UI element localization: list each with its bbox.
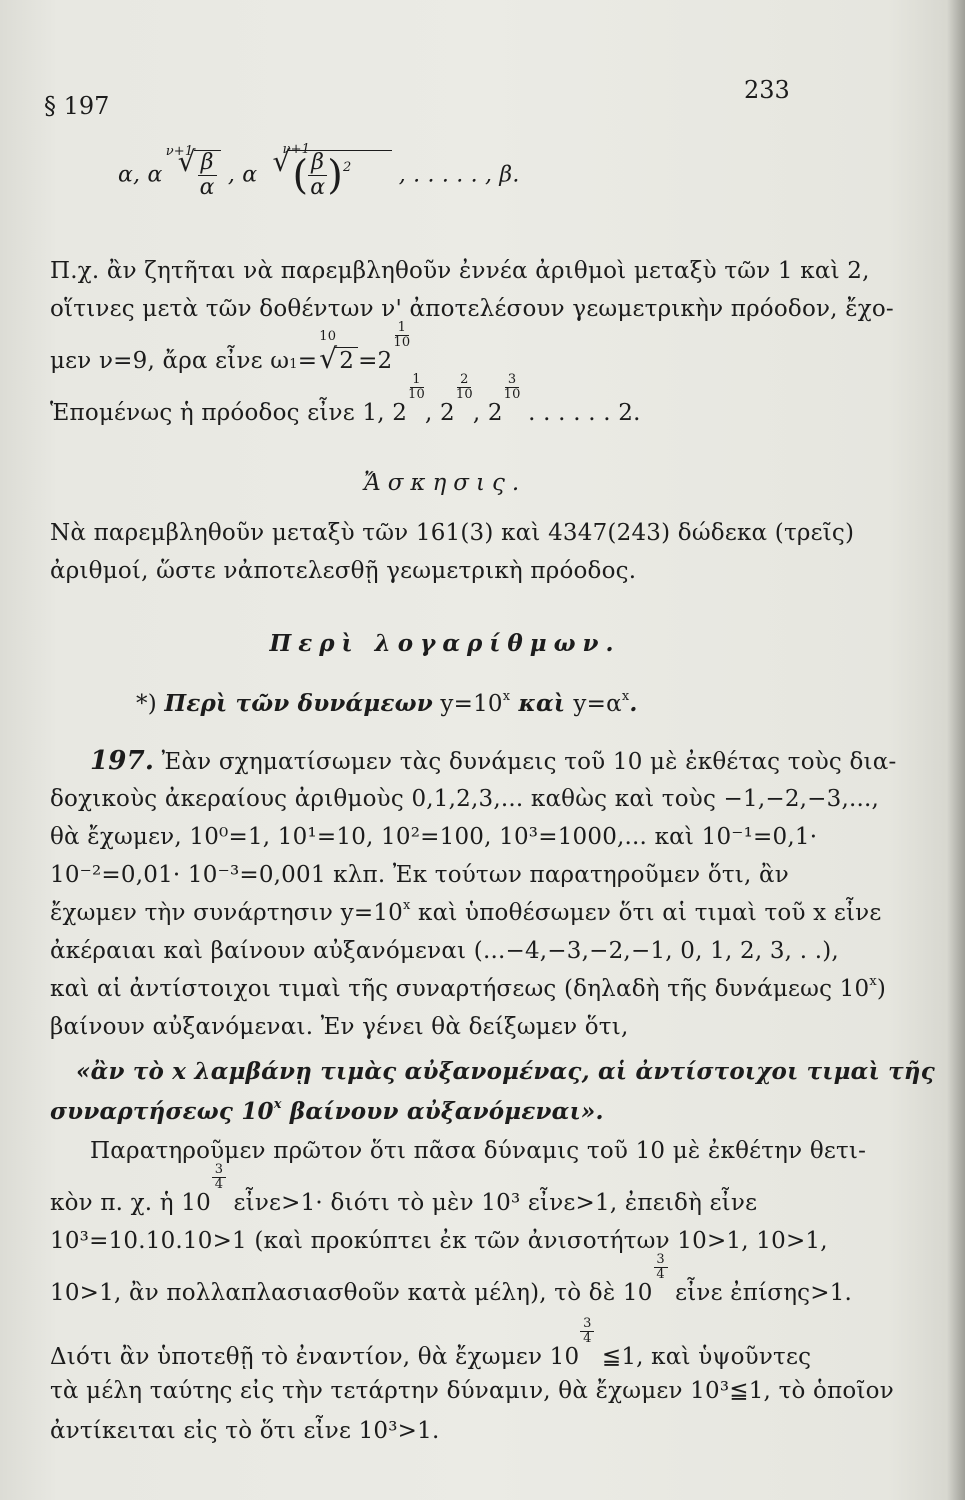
page-number: 233 bbox=[744, 76, 790, 104]
exercise-line-1: Νὰ παρεμβληθοῦν μεταξὺ τῶν 161(3) καὶ 4347(243) δώδεκα (τρεῖς) bbox=[50, 520, 855, 546]
proof-line-5: Διότι ἂν ὑποτεθῇ τὸ ἐναντίον, θὰ ἔχωμεν 10 $\frac{3}{4}$ ≦1, καὶ ὑψοῦντες bbox=[50, 1316, 812, 1370]
paragraph-197-line-5: ἔχωμεν τὴν συνάρτησιν $y=10^x$ καὶ ὑποθέσωμεν ὅτι αἱ τιμαὶ τοῦ x εἶνε bbox=[50, 898, 882, 926]
exercise-line-2: ἀριθμοί, ὥστε νἀποτελεσθῇ γεωμετρικὴ πρόοδος. bbox=[50, 558, 637, 584]
root-2: ν+1 √ ( $\frac{\beta}{\alpha}$ )$^2$ bbox=[286, 150, 391, 200]
page-edge-shadow bbox=[947, 0, 965, 1500]
proof-line-1: Παρατηροῦμεν πρῶτον ὅτι πᾶσα δύναμις τοῦ 10 μὲ ἐκθέτην θετι- bbox=[90, 1138, 867, 1164]
logarithms-heading: Περὶ λογαρίθμων. bbox=[269, 630, 621, 657]
text-line-3: μεν ν=9, ἄρα εἶνε ω1= 10 √ 2 =2 $\frac{1}{10}$ bbox=[50, 344, 840, 374]
text-line-2: οἵτινες μετὰ τῶν δοθέντων ν' ἀποτελέσουν γεωμετρικὴν πρόοδον, ἔχο- bbox=[50, 296, 894, 322]
paragraph-197-line-7: καὶ αἱ ἀντίστοιχοι τιμαὶ τῆς συναρτήσεως (δηλαδὴ τῆς δυνάμεως 10$^x$) bbox=[50, 974, 887, 1002]
paragraph-197-line-6: ἀκέραιαι καὶ βαίνουν αὐξανόμεναι (...−4,−3,−2,−1, 0, 1, 2, 3, . .), bbox=[50, 938, 839, 964]
section-number: § 197 bbox=[44, 92, 110, 120]
root-index-2: ν+1 bbox=[282, 142, 311, 157]
proof-line-4: 10>1, ἂν πολλαπλασιασθοῦν κατὰ μέλη), τὸ δὲ 10 $\frac{3}{4}$ εἶνε ἐπίσης>1. bbox=[50, 1252, 853, 1306]
paragraph-197-line-8: βαίνουν αὐξανόμεναι. Ἐν γένει θὰ δείξωμεν ὅτι, bbox=[50, 1014, 629, 1040]
formula-comma: , α bbox=[227, 162, 258, 188]
root-index-1: ν+1 bbox=[165, 144, 194, 159]
proof-line-2: κὸν π. χ. ἡ 10 $\frac{3}{4}$ εἶνε>1· διότι τὸ μὲν 10³ εἶνε>1, ἐπειδὴ εἶνε bbox=[50, 1162, 758, 1216]
text-line-1: Π.χ. ἂν ζητῆται νὰ παρεμβληθοῦν ἐννέα ἀριθμοὶ μεταξὺ τῶν 1 καὶ 2, bbox=[50, 258, 870, 284]
proof-line-3: 10³=10.10.10>1 (καὶ προκύπτει ἐκ τῶν ἀνισοτήτων 10>1, 10>1, bbox=[50, 1228, 828, 1254]
fraction-1: √ $\frac{\beta}{\alpha}$ bbox=[199, 150, 215, 200]
paragraph-number: 197. bbox=[90, 746, 155, 776]
proof-line-7: ἀντίκειται εἰς τὸ ὅτι εἶνε 10³>1. bbox=[50, 1418, 440, 1444]
paragraph-197-line-1: 197. Ἐὰν σχηματίσωμεν τὰς δυνάμεις τοῦ 10 μὲ ἐκθέτας τοὺς δια- bbox=[90, 746, 897, 776]
paragraph-197-line-4: 10⁻²=0,01· 10⁻³=0,001 κλπ. Ἐκ τούτων παρατηροῦμεν ὅτι, ἂν bbox=[50, 862, 789, 888]
text-line-progression: Ἑπομένως ἡ πρόοδος εἶνε 1, 2 $\frac{1}{10}$ , 2 $\frac{2}{10}$ , 2 $\frac{3}{10}$ . . . . . . 2. bbox=[50, 372, 641, 426]
formula-tail: , . . . . . , β. bbox=[398, 162, 520, 188]
root-1 bbox=[165, 144, 221, 200]
paragraph-197-line-2: δοχικοὺς ἀκεραίους ἀριθμοὺς 0,1,2,3,... καθὼς καὶ τοὺς −1,−2,−3,..., bbox=[50, 786, 880, 812]
powers-subheading: *) Περὶ τῶν δυνάμεων $y=10^x$ καὶ $y=\alpha^x$. bbox=[136, 689, 638, 717]
fraction-2: $\frac{\beta}{\alpha}$ bbox=[310, 150, 326, 200]
quote-line-1: «ἂν τὸ x λαμβάνῃ τιμὰς αὐξανομένας, αἱ ἀντίστοιχοι τιμαὶ τῆς bbox=[76, 1058, 935, 1085]
exercise-heading: Ἄσκησις. bbox=[363, 470, 527, 496]
proof-line-6: τὰ μέλη ταύτης εἰς τὴν τετάρτην δύναμιν, θὰ ἔχωμεν 10³≦1, τὸ ὁποῖον bbox=[50, 1378, 894, 1404]
formula-top bbox=[118, 142, 718, 200]
quote-line-2: συναρτήσεως 10$^x$ βαίνουν αὐξανόμεναι». bbox=[50, 1097, 604, 1125]
formula-lead: α, α bbox=[118, 162, 163, 188]
paragraph-197-line-3: θὰ ἔχωμεν, 10⁰=1, 10¹=10, 10²=100, 10³=1000,... καὶ 10⁻¹=0,1· bbox=[50, 824, 818, 850]
